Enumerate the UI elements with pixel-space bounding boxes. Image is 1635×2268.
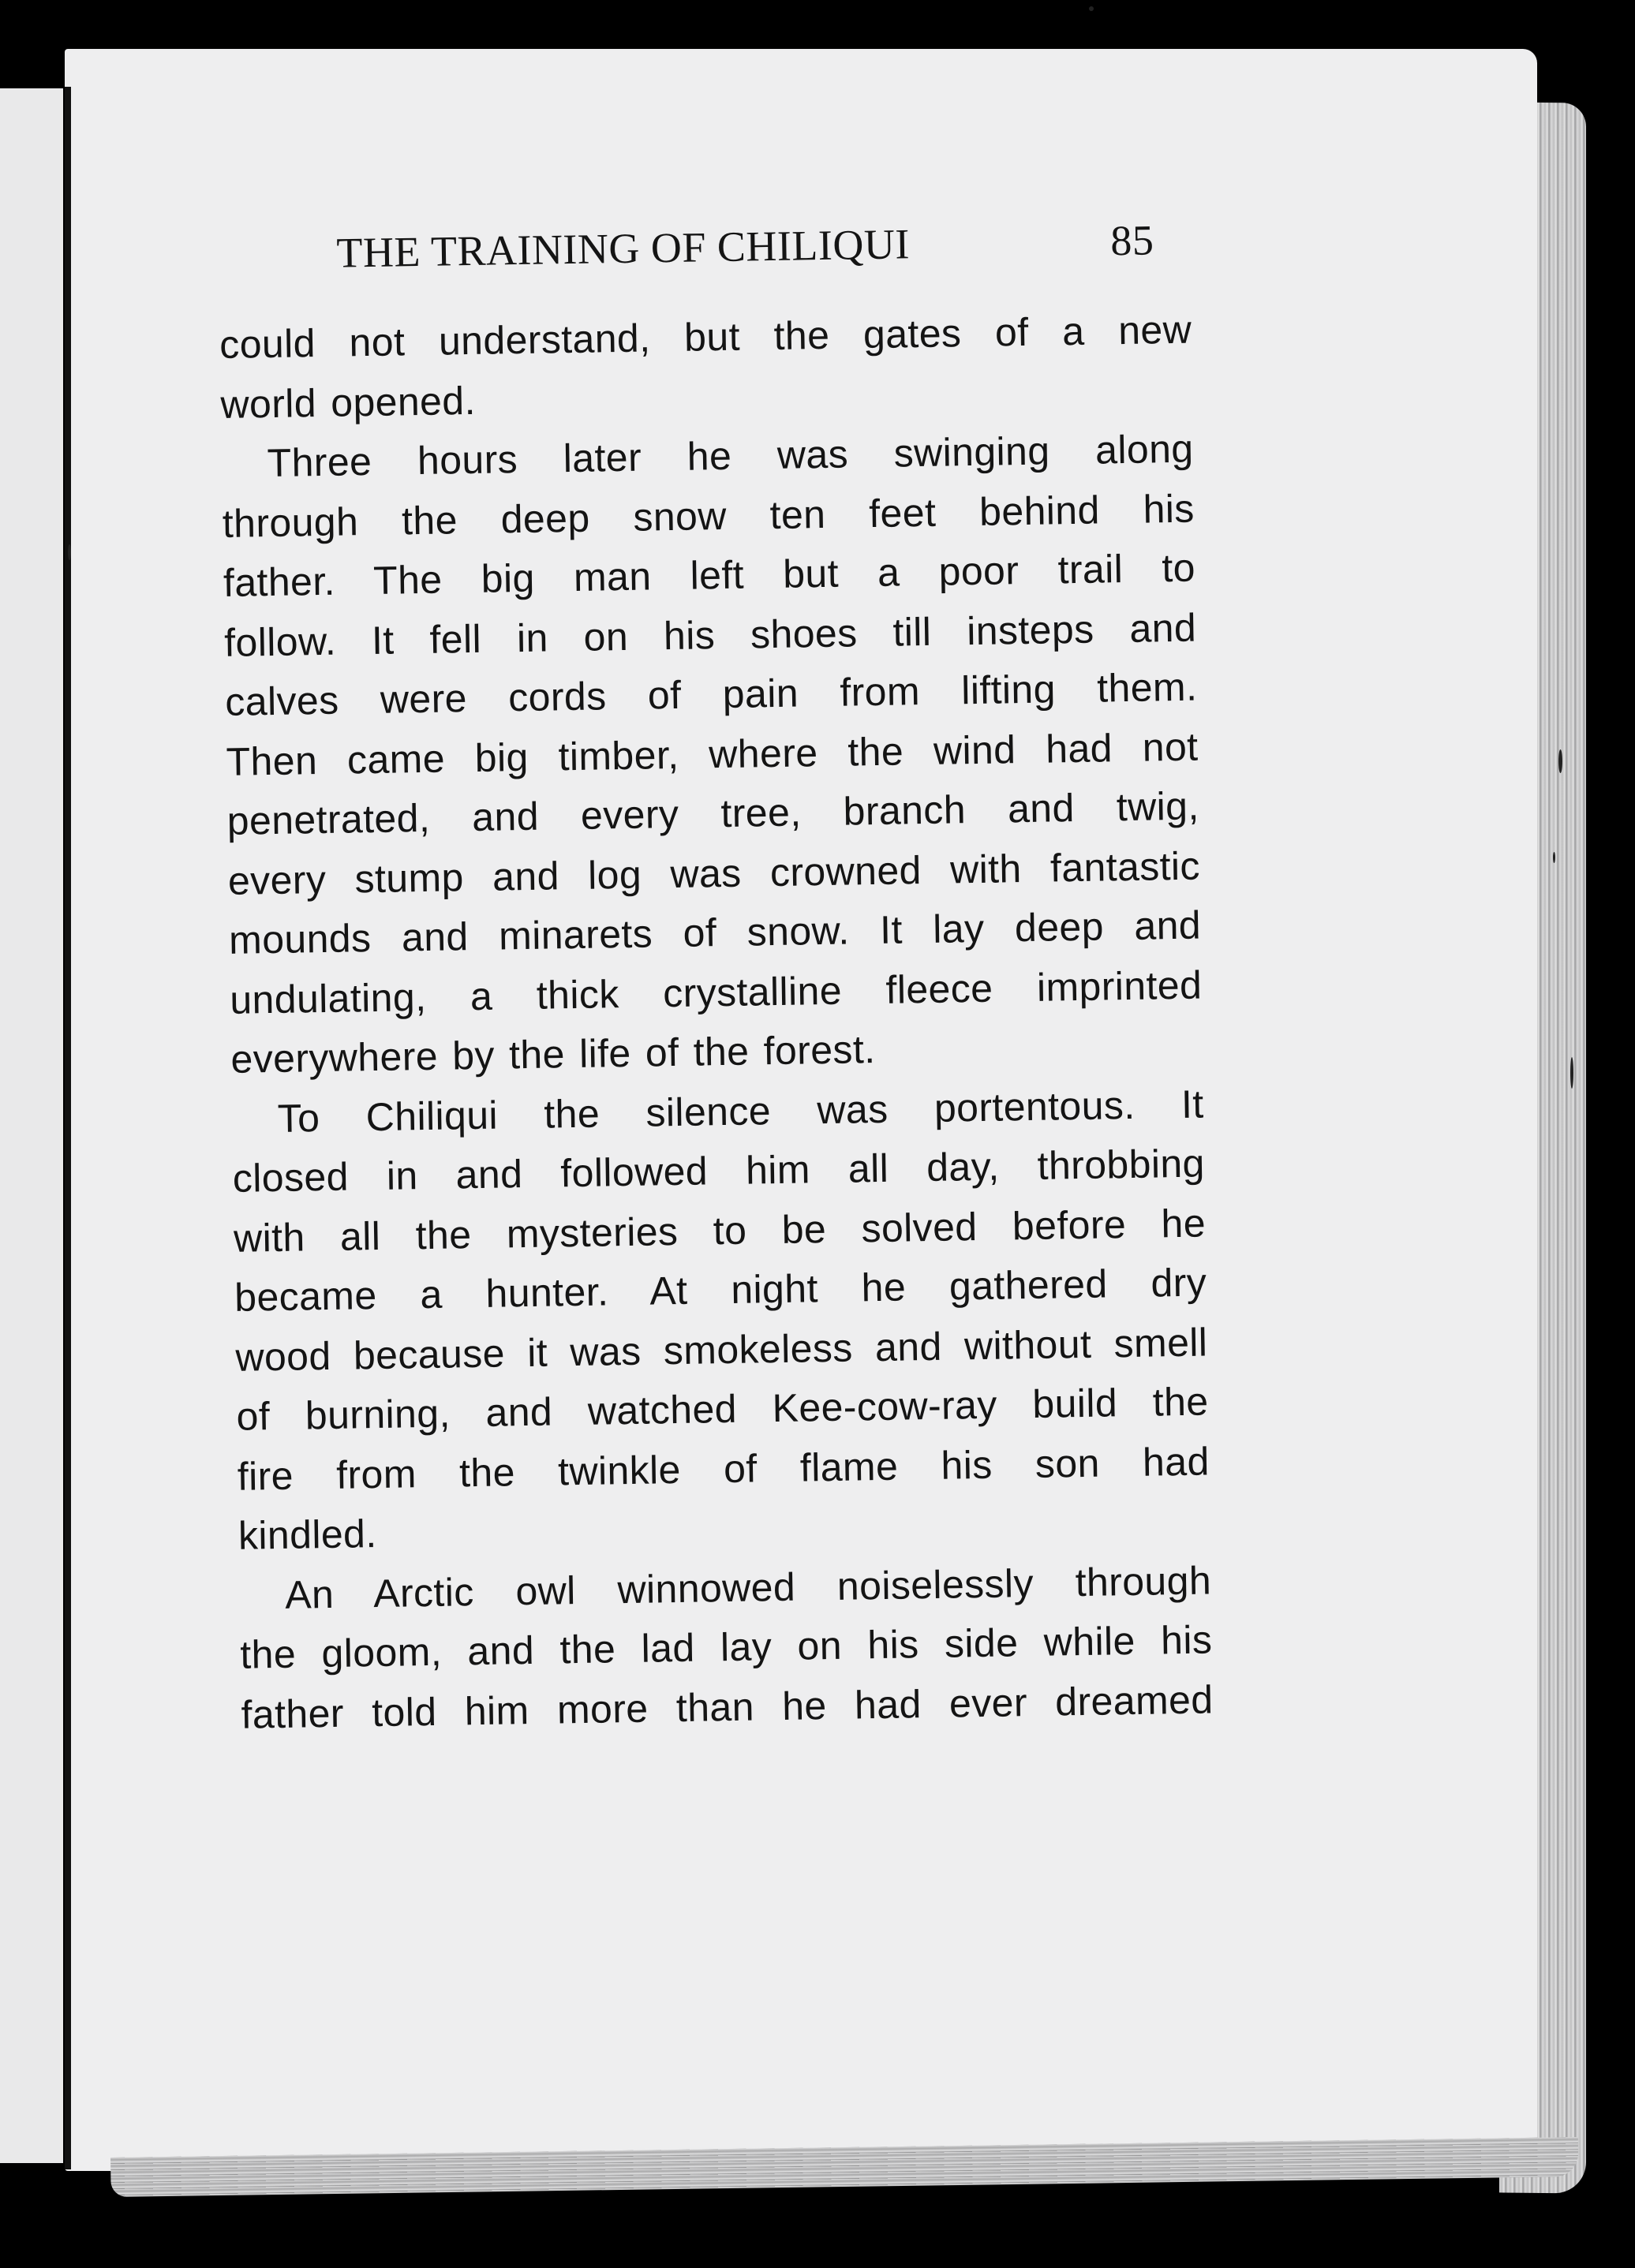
text-line: became a hunter. At night he gathered dry <box>234 1260 1207 1320</box>
text-line: Three hours later he was swinging along <box>267 426 1194 486</box>
text-line: An Arctic owl winnowed noiselessly through <box>284 1557 1212 1617</box>
text-line: calves were cords of pain from lifting them. <box>224 664 1198 724</box>
text-line: follow. It fell in on his shoes till insteps and <box>223 605 1197 665</box>
text-line: kindled. <box>238 1511 377 1558</box>
text-line: world opened. <box>220 378 477 427</box>
text-line: of burning, and watched Kee-cow-ray build the <box>236 1379 1209 1439</box>
text-line: Then came big timber, where the wind had not <box>226 724 1199 784</box>
text-line: closed in and followed him all day, throbbing <box>232 1141 1206 1201</box>
text-line: fire from the twinkle of flame his son had <box>237 1438 1210 1499</box>
page-number: 85 <box>1109 216 1154 265</box>
text-line: every stump and log was crowned with fantastic <box>227 843 1201 903</box>
page-text-block <box>218 215 1214 1745</box>
text-line: penetrated, and every tree, branch and twig, <box>226 783 1200 843</box>
text-line: father. The big man left but a poor trail to <box>223 545 1196 605</box>
text-line: with all the mysteries to be solved before he <box>233 1200 1207 1261</box>
text-line: father told him more than he had ever dreamed <box>241 1676 1214 1737</box>
previous-page-edge <box>0 88 63 2163</box>
text-line: undulating, a thick crystalline fleece imprinted <box>229 962 1203 1022</box>
running-title: THE TRAINING OF CHILIQUI <box>335 220 911 277</box>
text-line: the gloom, and the lad lay on his side while his <box>239 1617 1213 1677</box>
text-line: everywhere by the life of the forest. <box>230 1027 876 1082</box>
text-line: wood because it was smokeless and without smell <box>234 1319 1208 1380</box>
text-line: could not understand, but the gates of a new <box>219 307 1192 367</box>
text-line: To Chiliqui the silence was portentous. It <box>277 1082 1204 1141</box>
text-line: mounds and minarets of snow. It lay deep and <box>228 902 1202 962</box>
spine-gutter-line <box>65 87 71 2169</box>
text-line: through the deep snow ten feet behind his <box>222 486 1195 546</box>
